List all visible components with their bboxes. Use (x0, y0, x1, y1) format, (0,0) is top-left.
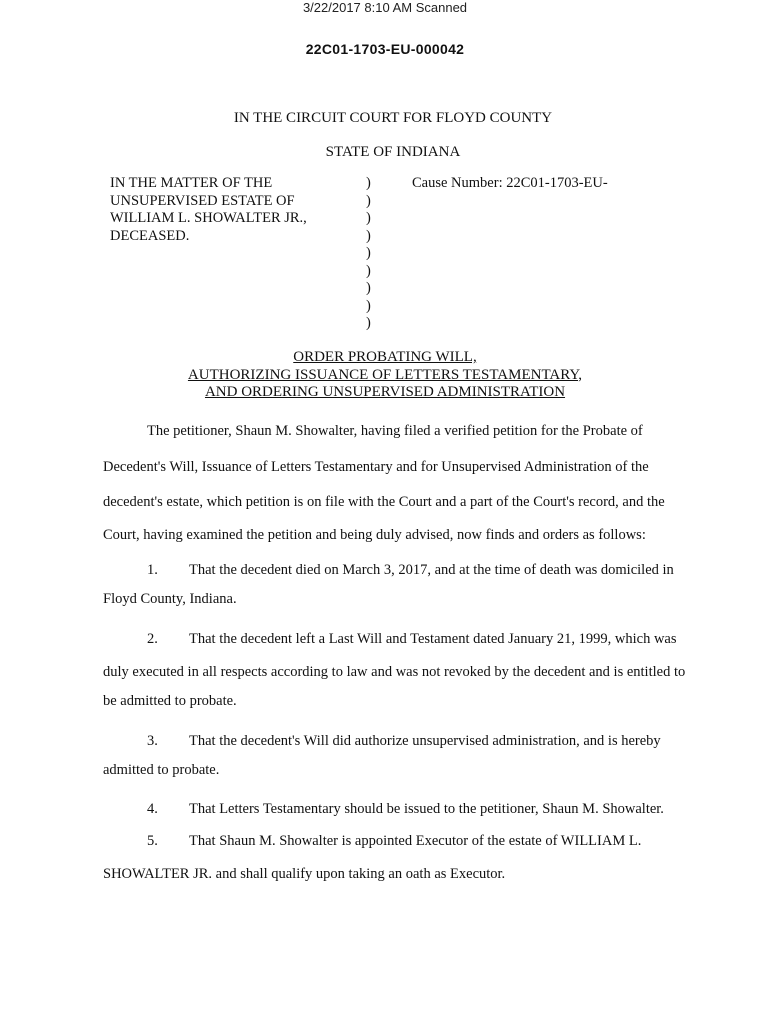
order-title-line: ORDER PROBATING WILL, (293, 349, 477, 365)
state-name: STATE OF INDIANA (325, 144, 461, 160)
finding-item-5 (103, 833, 670, 850)
order-title-line: AUTHORIZING ISSUANCE OF LETTERS TESTAMENTARY, (187, 366, 583, 383)
caption-paren: ) (366, 245, 371, 261)
finding-number: 3. (147, 733, 158, 749)
caption-paren: ) (366, 280, 371, 296)
finding-number: 4. (147, 801, 158, 817)
finding-item-2 (103, 631, 677, 648)
finding-item-3 (103, 733, 670, 750)
finding-continuation: be admitted to probate. (103, 693, 237, 709)
caption-line: UNSUPERVISED ESTATE OF (110, 192, 295, 209)
caption-line: IN THE MATTER OF THE (110, 175, 273, 191)
court-name: IN THE CIRCUIT COURT FOR FLOYD COUNTY (233, 110, 553, 126)
case-id-header: 22C01-1703-EU-000042 (305, 41, 465, 57)
intro-line: The petitioner, Shaun M. Showalter, having filed a verified petition for the Probate of (147, 423, 643, 439)
finding-text: That the decedent left a Last Will and Testament dated January 21, 1999, which was (189, 631, 677, 647)
finding-text: That the decedent's Will did authorize unsupervised administration, and is hereby (189, 733, 661, 749)
intro-line: Decedent's Will, Issuance of Letters Testamentary and for Unsupervised Administration of the (103, 459, 649, 475)
caption-line: DECEASED. (110, 227, 190, 244)
finding-continuation: admitted to probate. (103, 762, 220, 778)
caption-paren: ) (366, 297, 371, 314)
caption-divider (366, 175, 380, 333)
finding-item-1 (103, 562, 674, 579)
finding-continuation: Floyd County, Indiana. (103, 591, 237, 607)
finding-number: 2. (147, 631, 158, 647)
caption-paren: ) (366, 262, 371, 279)
caption-paren: ) (366, 175, 371, 191)
order-title (0, 349, 770, 402)
caption-paren: ) (366, 227, 371, 244)
finding-continuation: SHOWALTER JR. and shall qualify upon taking an oath as Executor. (103, 866, 506, 882)
finding-text: That the decedent died on March 3, 2017, and at the time of death was domiciled in (189, 562, 674, 578)
intro-line: Court, having examined the petition and being duly advised, now finds and orders as follows: (103, 527, 646, 543)
caption-paren: ) (366, 192, 371, 209)
caption-paren: ) (366, 210, 371, 226)
finding-continuation: duly executed in all respects according to law and was not revoked by the decedent and is entitled to (103, 664, 686, 680)
finding-item-4 (103, 801, 670, 818)
finding-text: That Shaun M. Showalter is appointed Executor of the estate of WILLIAM L. (189, 833, 642, 849)
finding-text: That Letters Testamentary should be issued to the petitioner, Shaun M. Showalter. (189, 801, 664, 817)
finding-number: 5. (147, 833, 158, 849)
finding-number: 1. (147, 562, 158, 578)
cause-number: Cause Number: 22C01-1703-EU- (412, 175, 608, 191)
intro-line: decedent's estate, which petition is on file with the Court and a part of the Court's record, and the (103, 494, 665, 510)
scan-timestamp: 3/22/2017 8:10 AM Scanned (302, 0, 468, 15)
order-title-line: AND ORDERING UNSUPERVISED ADMINISTRATION (204, 384, 566, 400)
caption-line: WILLIAM L. SHOWALTER JR., (110, 210, 307, 226)
caption-paren: ) (366, 315, 371, 331)
case-caption (110, 175, 360, 245)
